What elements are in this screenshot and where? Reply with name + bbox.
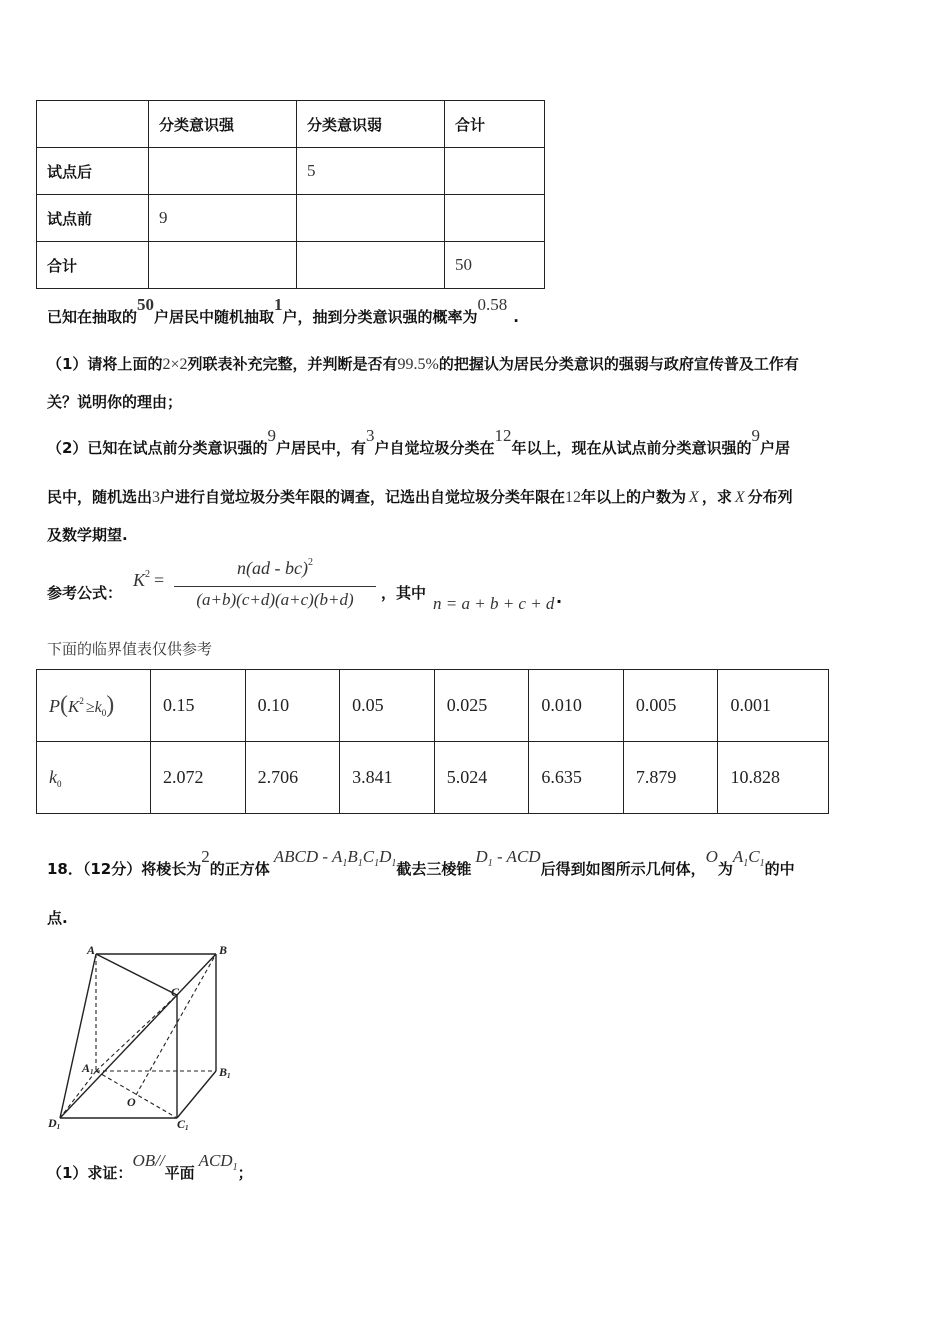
formula-numerator-text: n(ad - bc): [237, 558, 308, 578]
intro-text: 户居民中随机抽取: [154, 308, 275, 326]
intro-text: 已知在抽取的: [47, 308, 138, 326]
row-label: 合计: [37, 242, 149, 289]
p18-sub: 1: [342, 858, 348, 869]
table-cell: 5: [297, 148, 445, 195]
p18-text: 点.: [47, 909, 68, 927]
table-row: [37, 195, 545, 242]
formula-end: .: [556, 588, 563, 607]
label-d1-letter: D: [48, 1116, 57, 1130]
label-d1: [47, 1116, 60, 1131]
q2-text: 户进行自觉垃圾分类年限的调查，记选出自觉垃圾分类年限在: [160, 488, 566, 506]
p18-sub: 1: [743, 858, 749, 869]
p18-text: 的正方体: [209, 860, 270, 878]
q2-number: 3: [365, 426, 375, 445]
intro-number: 50: [137, 295, 155, 314]
p18-cube-vertex: C: [362, 847, 375, 866]
table-header: 分类意识弱: [297, 101, 445, 148]
q2-text: （2）已知在试点前分类意识强的: [47, 439, 268, 457]
q2-text: ，求: [701, 488, 732, 506]
label-a1: [81, 1061, 94, 1076]
row-label: 试点后: [37, 148, 149, 195]
edge-d1c: [60, 995, 177, 1118]
q2-number: 12: [494, 426, 512, 445]
p18-ac: [732, 847, 765, 869]
label-k0: k: [49, 767, 57, 787]
intro-number: 1: [274, 295, 283, 314]
table-cell: [149, 242, 297, 289]
edge-ad1: [60, 954, 96, 1118]
q2-number: 3: [152, 489, 161, 506]
formula-numerator-sup: 2: [307, 557, 313, 568]
k-value-cell: 2.706: [245, 742, 340, 814]
row-label-k0: [37, 742, 151, 814]
label-b: B: [219, 943, 228, 957]
sq1-text: 平面: [164, 1164, 195, 1182]
formula-denominator: (a+b)(c+d)(a+c)(b+d): [196, 590, 354, 609]
label-k: K: [68, 697, 80, 716]
q1-text: 列联表补充完整，并判断是否有: [187, 355, 398, 373]
label-p: P: [49, 696, 60, 716]
p18-ac-c: C: [748, 847, 760, 866]
table-row: [37, 148, 545, 195]
p-value-cell: 0.001: [718, 670, 829, 742]
p18-sub: 1: [391, 858, 397, 869]
table-cell: [445, 195, 545, 242]
intro-line: [47, 295, 519, 327]
formula-k-sup: 2: [145, 569, 151, 580]
table-cell: 50: [445, 242, 545, 289]
q2-number: 9: [751, 426, 760, 445]
edge-a1c: [96, 995, 177, 1071]
q2-text: 年以上，现在从试点前分类意识强的: [511, 439, 752, 457]
k-value-cell: 10.828: [718, 742, 829, 814]
p-value-cell: 0.15: [151, 670, 246, 742]
q2-text: 民中，随机选出: [47, 488, 153, 506]
k-value-cell: 7.879: [623, 742, 718, 814]
table-cell: [445, 148, 545, 195]
label-sub: 1: [90, 1068, 94, 1076]
label-sub: 1: [185, 1124, 189, 1132]
formula-where: ，其中: [381, 584, 427, 602]
p18-text: 18．（12分）将棱长为: [47, 860, 202, 878]
table-cell: [297, 242, 445, 289]
sub-question-1: [47, 1151, 253, 1183]
q2-text: 分布列: [747, 488, 793, 506]
formula-equals: =: [154, 570, 165, 590]
table-row: [37, 242, 545, 289]
p18-cube-vertex: D: [379, 847, 392, 866]
p18-cube-vertex: B: [347, 847, 358, 866]
p-value-cell: 0.005: [623, 670, 718, 742]
q2-text: 年以上的户数为: [581, 488, 687, 506]
table-cell: [297, 195, 445, 242]
critical-note: 下面的临界值表仅供参考: [47, 640, 213, 658]
q1-text: 的把握认为居民分类意识的强弱与政府宣传普及工作有: [438, 355, 799, 373]
formula-n-definition: n = a + b + c + d: [433, 594, 555, 613]
q2-number: 12: [565, 489, 582, 506]
k-value-cell: 5.024: [434, 742, 529, 814]
sq1-plane-text: ACD: [198, 1151, 233, 1170]
p18-cube: [273, 847, 397, 869]
p18-sub: 1: [487, 858, 493, 869]
q1-text: 关？说明你的理由；: [47, 393, 183, 411]
label-c: C: [171, 985, 180, 999]
p-value-cell: 0.10: [245, 670, 340, 742]
p18-pyramid-d: D: [475, 847, 488, 866]
row-label: 试点前: [37, 195, 149, 242]
sq1-plane: [198, 1151, 238, 1173]
question-1-line-1: [47, 353, 799, 374]
geometry-figure: [40, 938, 240, 1133]
p18-number: 2: [201, 847, 210, 866]
formula-numerator: [174, 558, 376, 579]
k-value-cell: 2.072: [151, 742, 246, 814]
table-header: 分类意识强: [149, 101, 297, 148]
p18-text: 截去三棱锥: [396, 860, 472, 878]
p18-sub: 1: [357, 858, 363, 869]
label-o: O: [127, 1095, 136, 1109]
k-value-cell: 6.635: [529, 742, 624, 814]
table-row: [37, 742, 829, 814]
p18-sub: 1: [759, 858, 765, 869]
q2-variable: X: [689, 489, 699, 506]
fraction-bar: [174, 586, 376, 587]
table-cell: [149, 148, 297, 195]
label-a1-letter: A: [82, 1061, 91, 1075]
label-k-sup: 2: [79, 696, 84, 706]
label-a: A: [87, 943, 96, 957]
q2-number: 9: [267, 426, 276, 445]
intro-text: 户，抽到分类意识强的概率为: [282, 308, 478, 326]
p18-pyramid-rest: - ACD: [492, 847, 541, 866]
contingency-table: [36, 100, 545, 289]
table-cell: 9: [149, 195, 297, 242]
question-2-line-2: [47, 486, 793, 507]
label-b1-letter: B: [219, 1065, 228, 1079]
intro-number: 0.58: [477, 295, 508, 314]
table-header: 合计: [445, 101, 545, 148]
label-ge: ≥k: [85, 699, 102, 716]
q1-math: 99.5%: [397, 356, 439, 373]
k-value-cell: 3.841: [340, 742, 435, 814]
table-cell: [37, 101, 149, 148]
p-value-cell: 0.010: [529, 670, 624, 742]
label-sub: 1: [227, 1072, 231, 1080]
table-row: [37, 101, 545, 148]
question-2-line-1: [47, 426, 791, 458]
p18-o: O: [705, 847, 718, 866]
edge-ac: [96, 954, 177, 995]
sq1-plane-sub: 1: [232, 1162, 238, 1173]
label-c1-letter: C: [177, 1117, 186, 1131]
p18-cube-main: ABCD - A: [273, 847, 343, 866]
q2-text: 户居: [760, 439, 791, 457]
formula-lhs: [133, 570, 164, 591]
q1-text: （1）请将上面的: [47, 355, 163, 373]
q2-text: 及数学期望.: [47, 526, 128, 544]
problem-18-line-2: [47, 907, 68, 928]
formula-k: K: [133, 570, 146, 590]
intro-text: .: [513, 308, 519, 326]
p-value-cell: 0.05: [340, 670, 435, 742]
p18-ac-a: A: [732, 847, 744, 866]
q2-variable: X: [734, 489, 745, 506]
question-2-line-3: [47, 524, 128, 545]
critical-value-table: [36, 669, 829, 814]
formula-label: 参考公式：: [47, 584, 123, 602]
p18-pyramid: [475, 847, 541, 869]
p18-text: 为: [717, 860, 733, 878]
q2-text: 户自觉垃圾分类在: [374, 439, 495, 457]
label-sub: 1: [56, 1123, 61, 1131]
table-row: [37, 670, 829, 742]
question-1-line-2: [47, 391, 182, 412]
p-value-cell: 0.025: [434, 670, 529, 742]
sq1-text: ；: [237, 1164, 253, 1182]
sq1-text: （1）求证：: [47, 1164, 133, 1182]
label-c1: [177, 1117, 189, 1132]
p18-sub: 1: [374, 858, 380, 869]
label-sub: 0: [101, 708, 107, 718]
label-b1: [218, 1065, 231, 1080]
sq1-math: OB//: [132, 1151, 165, 1170]
p18-text: 的中: [764, 860, 795, 878]
label-k0-sub: 0: [57, 779, 62, 789]
q1-math: 2×2: [162, 356, 188, 373]
edge-c1b1: [177, 1071, 216, 1118]
problem-18-line-1: [47, 847, 795, 879]
row-label-p: $P(K^2 \ge k_0)$: [37, 670, 151, 742]
q2-text: 户居民中，有: [275, 439, 366, 457]
p18-text: 后得到如图所示几何体，: [540, 860, 706, 878]
